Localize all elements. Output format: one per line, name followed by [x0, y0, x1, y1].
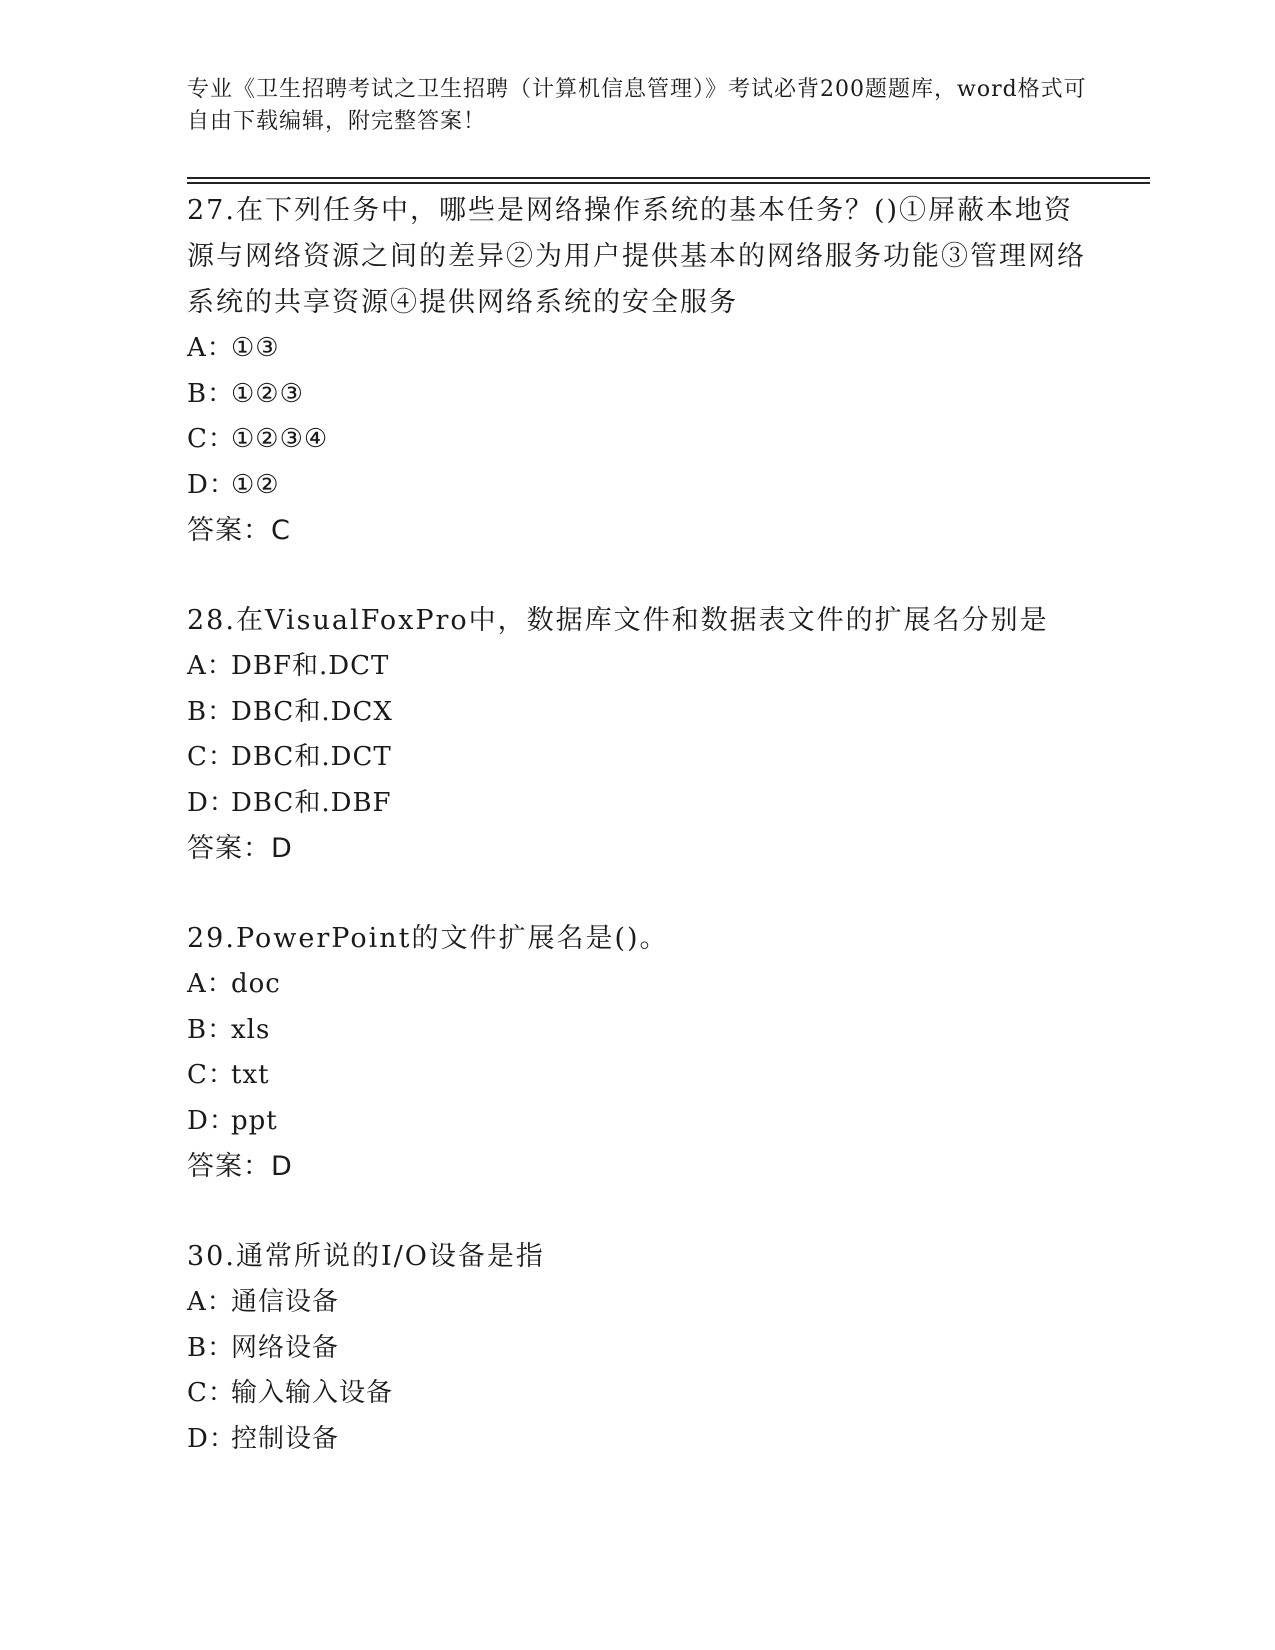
- option-text: 输入输入设备: [231, 1378, 394, 1408]
- option-label: C：: [187, 742, 235, 772]
- option-a: [187, 962, 1087, 1008]
- option-a: [187, 644, 1087, 690]
- option-label: B：: [187, 1014, 235, 1045]
- option-label: B：: [187, 696, 235, 727]
- question-29: [187, 916, 1087, 1190]
- option-text: 控制设备: [231, 1423, 340, 1454]
- option-text: 通信设备: [231, 1287, 340, 1317]
- document-header: 专业《卫生招聘考试之卫生招聘（计算机信息管理）》考试必背200题题库，word格式可自由下载编辑，附完整答案！: [187, 77, 1087, 134]
- option-label: A：: [187, 651, 234, 681]
- option-text: ①②③: [231, 378, 304, 409]
- answer-line: 答案：C: [187, 515, 291, 546]
- option-text: xls: [231, 1014, 271, 1045]
- option-text: DBC和.DCT: [231, 742, 392, 772]
- header-divider-bottom: [187, 182, 1150, 184]
- option-label: B：: [187, 1332, 235, 1363]
- option-text: DBC和.DBF: [231, 787, 392, 818]
- option-label: D：: [187, 1423, 236, 1454]
- option-a: [187, 326, 1087, 372]
- option-c: [187, 1053, 1087, 1099]
- option-label: C：: [187, 1060, 235, 1090]
- option-label: B：: [187, 378, 235, 409]
- option-c: [187, 1371, 1087, 1417]
- option-label: D：: [187, 787, 236, 818]
- option-b: [187, 1008, 1087, 1054]
- option-label: C：: [187, 1378, 235, 1408]
- question-list: [187, 188, 1087, 1506]
- answer-line: 答案：D: [187, 833, 293, 864]
- option-text: DBC和.DCX: [231, 696, 393, 727]
- option-c: [187, 735, 1087, 781]
- option-text: ①②: [231, 469, 280, 500]
- option-d: [187, 781, 1087, 827]
- question-28: [187, 598, 1087, 872]
- option-text: ①③: [231, 333, 280, 363]
- header-divider-top: [187, 177, 1150, 179]
- option-c: [187, 417, 1087, 463]
- option-d: [187, 463, 1087, 509]
- option-text: txt: [231, 1060, 270, 1090]
- question-stem: 28.在VisualFoxPro中，数据库文件和数据表文件的扩展名分别是: [187, 605, 1049, 636]
- option-text: ①②③④: [231, 424, 329, 454]
- option-b: [187, 1326, 1087, 1372]
- option-text: doc: [231, 969, 281, 999]
- question-stem: 27.在下列任务中，哪些是网络操作系统的基本任务？()①屏蔽本地资源与网络资源之间的差异②为用户提供基本的网络服务功能③管理网络系统的共享资源④提供网络系统的安全服务: [187, 195, 1086, 318]
- option-label: D：: [187, 469, 236, 500]
- option-b: [187, 372, 1087, 418]
- option-label: A：: [187, 333, 234, 363]
- question-30: [187, 1234, 1087, 1462]
- question-27: [187, 188, 1087, 554]
- option-label: A：: [187, 969, 234, 999]
- question-stem: 29.PowerPoint的文件扩展名是()。: [187, 923, 669, 954]
- option-b: [187, 690, 1087, 736]
- option-label: D：: [187, 1105, 236, 1136]
- option-d: [187, 1417, 1087, 1463]
- option-label: C：: [187, 424, 235, 454]
- option-text: ppt: [231, 1105, 278, 1136]
- option-d: [187, 1099, 1087, 1145]
- answer-line: 答案：D: [187, 1151, 293, 1182]
- option-text: DBF和.DCT: [231, 651, 390, 681]
- option-label: A：: [187, 1287, 234, 1317]
- option-a: [187, 1280, 1087, 1326]
- question-stem: 30.通常所说的I/O设备是指: [187, 1241, 545, 1272]
- option-text: 网络设备: [231, 1332, 340, 1363]
